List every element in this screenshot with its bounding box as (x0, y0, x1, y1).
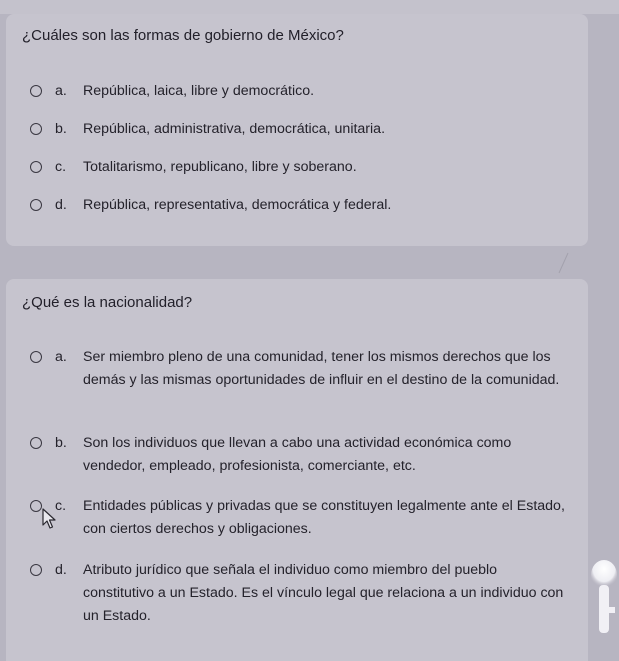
radio-button[interactable] (30, 564, 42, 576)
question-1-option-c[interactable] (30, 156, 357, 179)
option-letter: c. (55, 159, 67, 175)
option-label: Son los individuos que llevan a cabo una actividad económica como vendedor, empleado, profesionista, comerciante, etc. (83, 435, 512, 474)
option-label: República, representativa, democrática y federal. (83, 197, 392, 213)
option-letter: c. (55, 498, 67, 514)
option-label: República, administrativa, democrática, unitaria. (83, 121, 386, 137)
option-label: Ser miembro pleno de una comunidad, tener los mismos derechos que los demás y las mismas oportunidades de influir en el destino de la comunidad. (83, 349, 560, 388)
question-1-text: ¿Cuáles son las formas de gobierno de México? (22, 27, 344, 44)
option-letter: d. (55, 562, 67, 578)
option-label: Entidades públicas y privadas que se constituyen legalmente ante el Estado, con ciertos derechos y obligaciones. (83, 498, 565, 537)
page-top-strip (0, 0, 619, 14)
question-2-option-a[interactable] (30, 346, 565, 392)
radio-button[interactable] (30, 123, 42, 135)
radio-button[interactable] (30, 351, 42, 363)
option-letter: a. (55, 83, 67, 99)
question-2-option-c[interactable] (30, 495, 565, 541)
scratch-mark-icon (556, 252, 570, 274)
option-label: Atributo jurídico que señala el individuo como miembro del pueblo constitutivo a un Estado. Es el vínculo legal que relaciona a un individuo con un Estado. (83, 562, 564, 624)
question-1-option-d[interactable] (30, 194, 391, 217)
reflection-glare (585, 555, 619, 635)
question-2-option-d[interactable] (30, 559, 565, 628)
radio-button[interactable] (30, 199, 42, 211)
radio-button[interactable] (30, 437, 42, 449)
radio-button[interactable] (30, 500, 42, 512)
option-letter: b. (55, 121, 67, 137)
option-label: Totalitarismo, republicano, libre y soberano. (83, 159, 357, 175)
radio-button[interactable] (30, 85, 42, 97)
question-card-2 (6, 279, 588, 661)
mouse-pointer-icon (42, 508, 56, 530)
question-2-text: ¿Qué es la nacionalidad? (22, 294, 193, 311)
question-2-option-b[interactable] (30, 432, 565, 478)
option-letter: a. (55, 349, 67, 365)
option-letter: d. (55, 197, 67, 213)
option-label: República, laica, libre y democrático. (83, 83, 315, 99)
option-letter: b. (55, 435, 67, 451)
question-1-option-b[interactable] (30, 118, 385, 141)
radio-button[interactable] (30, 161, 42, 173)
question-card-1 (6, 14, 588, 246)
question-1-option-a[interactable] (30, 80, 314, 103)
